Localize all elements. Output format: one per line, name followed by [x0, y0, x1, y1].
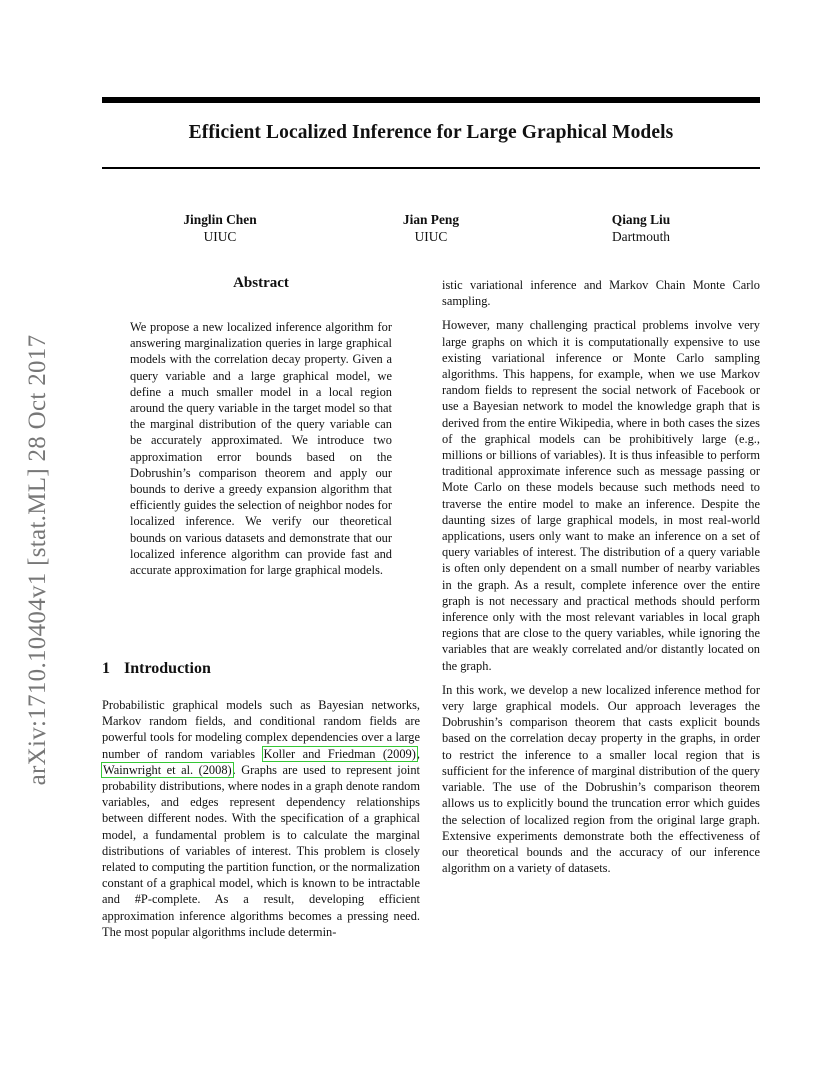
intro-text: Probabilistic graphical models such as Bayesian networks, Markov random fields, and conditional random fields are powerful tools for modeling complex dependencies over a large number of random variables	[102, 698, 420, 761]
intro-paragraph-3: In this work, we develop a new localized inference method for very large graphical models. Our approach leverages the Dobrushin’s comparison theorem that casts explicit bounds based on the correlation decay property in the graphs, in order to restrict the inference to a smaller local region that is sufficient for the inference of marginal distribution of the query variable. The use of the Dobrushin’s comparison theorem allows us to explicitly bound the truncation error which guides the selection of localized region from the original large graph. Extensive experiments demonstrate both the effectiveness of our theoretical bounds and the accuracy of our inference algorithm on a variety of datasets.	[442, 682, 760, 876]
paper-title: Efficient Localized Inference for Large Graphical Models	[188, 122, 674, 143]
title-rule-top	[102, 97, 760, 103]
abstract-text: We propose a new localized inference algorithm for answering marginalization queries in large graphical models with the correlation decay property. Given a query variable and a large graphical model, we define a much smaller model in a local region around the query variable in the target model so that the marginal distribution of the query variable can be accurately approximated. We introduce two approximation error bounds based on the Dobrushin’s comparison theorem and apply our bounds to derive a greedy expansion algorithm that efficiently guides the selection of neighbor nodes for localized inference. We verify our theoretical bounds on various datasets and demonstrate that our localized inference algorithm can provide fast and accurate approximation for large graphical models.	[130, 320, 392, 578]
author-affiliation: UIUC	[203, 228, 237, 244]
author-affiliation: Dartmouth	[611, 228, 670, 244]
intro-paragraph-2: However, many challenging practical problems involve very large graphs on which it is computationally expensive to use existing variational inference or Monte Carlo sampling algorithms. This happens, for example, when we use Markov random fields to represent the social network of Facebook or use a Bayesian network to model the knowledge graph that is derived from the entire Wikipedia, where in both cases the sizes of the graphical models can be prohibitively large (e.g., millions or billions of variables). It is thus infeasible to perform traditional approximate inference such as message passing or Mote Carlo on these models because such methods need to traverse the entire model to make an inference. Despite the daunting sizes of large graphical models, in most real-world applications, users only want to make an inference on a set of query variables of interest. The distribution of a query variable is often only dependent on a small number of nearby variables in the graph. As a result, complete inference over the entire graph is not necessary and practical methods should perform inference only with the most relevant variables in local graph regions that are close to the query variables, while ignoring the variables that are weakly correlated and/or distantly located on the graph.	[442, 318, 760, 673]
author-name: Jian Peng	[402, 212, 460, 227]
author-name: Qiang Liu	[611, 212, 671, 227]
author-block	[341, 212, 521, 245]
section-heading-introduction	[102, 660, 211, 678]
title-rule-bottom	[102, 167, 760, 169]
author-name: Jinglin Chen	[183, 212, 257, 227]
author-affiliation: UIUC	[414, 228, 448, 244]
section-number: 1	[102, 660, 110, 677]
section-title: Introduction	[124, 660, 211, 677]
author-block	[130, 212, 310, 245]
citation-link[interactable]: Wainwright et al. (2008)	[103, 762, 232, 777]
citation-separator: ,	[416, 746, 420, 761]
left-column	[102, 697, 420, 948]
author-block	[551, 212, 731, 245]
abstract-heading: Abstract	[233, 275, 289, 291]
citation-link[interactable]: Koller and Friedman (2009)	[263, 746, 416, 761]
arxiv-identifier: arXiv:1710.10404v1 [stat.ML] 28 Oct 2017	[24, 334, 51, 786]
intro-paragraph-1	[102, 697, 420, 940]
right-column	[442, 277, 760, 884]
intro-paragraph-1-continued: istic variational inference and Markov Chain Monte Carlo sampling.	[442, 278, 760, 309]
intro-text: . Graphs are used to represent joint probability distributions, where nodes in a graph denote random variables, and edges represent dependency relationships between different nodes. With the specification of a graphical model, a fundamental problem is to calculate the marginal distributions of variables of interest. This problem is closely related to computing the partition function, or the normalization constant of a graphical model, which is known to be intractable and #P-complete. As a result, developing efficient approximation inference algorithms becomes a pressing need. The most popular algorithms include determin-	[102, 762, 420, 939]
